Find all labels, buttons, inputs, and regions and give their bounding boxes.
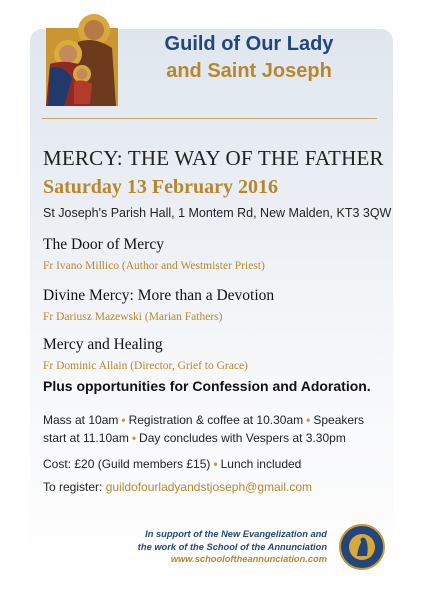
- schedule-item: Speakers start at 11.10am: [43, 413, 365, 445]
- schedule: [43, 411, 383, 447]
- register: [43, 480, 312, 494]
- bullet-icon: •: [306, 413, 311, 427]
- talk-speaker: Fr Ivano Millico (Author and Westmister Priest): [43, 260, 265, 272]
- register-label: To register:: [43, 480, 103, 494]
- event-date: Saturday 13 February 2016: [43, 176, 278, 198]
- talk-title: Divine Mercy: More than a Devotion: [43, 287, 275, 304]
- register-email-link[interactable]: guildofourladyandstjoseph@gmail.com: [105, 480, 312, 494]
- schedule-item: Day concludes with Vespers at 3.30pm: [139, 431, 346, 445]
- support-line: In support of the New Evangelization and: [145, 529, 327, 539]
- cost-text: Cost: £20 (Guild members £15): [43, 457, 211, 471]
- talk-speaker: Fr Dariusz Mazewski (Marian Fathers): [43, 311, 223, 323]
- talk-title: The Door of Mercy: [43, 236, 164, 253]
- website-link[interactable]: www.schooloftheannunciation.com: [170, 554, 327, 564]
- support-line: the work of the School of the Annunciation: [137, 541, 327, 552]
- schedule-item: Registration & coffee at 10.30am: [128, 413, 304, 427]
- bullet-icon: •: [131, 431, 137, 445]
- talk-speaker: Fr Dominic Allain (Director, Grief to Grace): [43, 360, 248, 372]
- talk-title: Mercy and Healing: [43, 336, 163, 353]
- cost-extra: Lunch included: [220, 457, 302, 471]
- school-annunciation-seal-icon: [339, 524, 385, 570]
- flyer-card: [30, 29, 393, 585]
- support-note: [57, 528, 327, 566]
- bullet-icon: •: [213, 457, 218, 471]
- bullet-icon: •: [121, 413, 126, 427]
- event-venue: St Joseph's Parish Hall, 1 Montem Rd, New Malden, KT3 3QW: [43, 206, 392, 220]
- cost: [43, 457, 301, 471]
- guild-name-line2: and Saint Joseph: [166, 60, 332, 82]
- plus-opportunities: Plus opportunities for Confession and Adoration.: [43, 378, 371, 394]
- event-title: MERCY: THE WAY OF THE FATHER: [43, 146, 384, 170]
- schedule-item: Mass at 10am: [43, 413, 119, 427]
- guild-name-line1: Guild of Our Lady: [164, 33, 334, 55]
- divider: [42, 118, 377, 119]
- holy-family-icon: [42, 8, 122, 106]
